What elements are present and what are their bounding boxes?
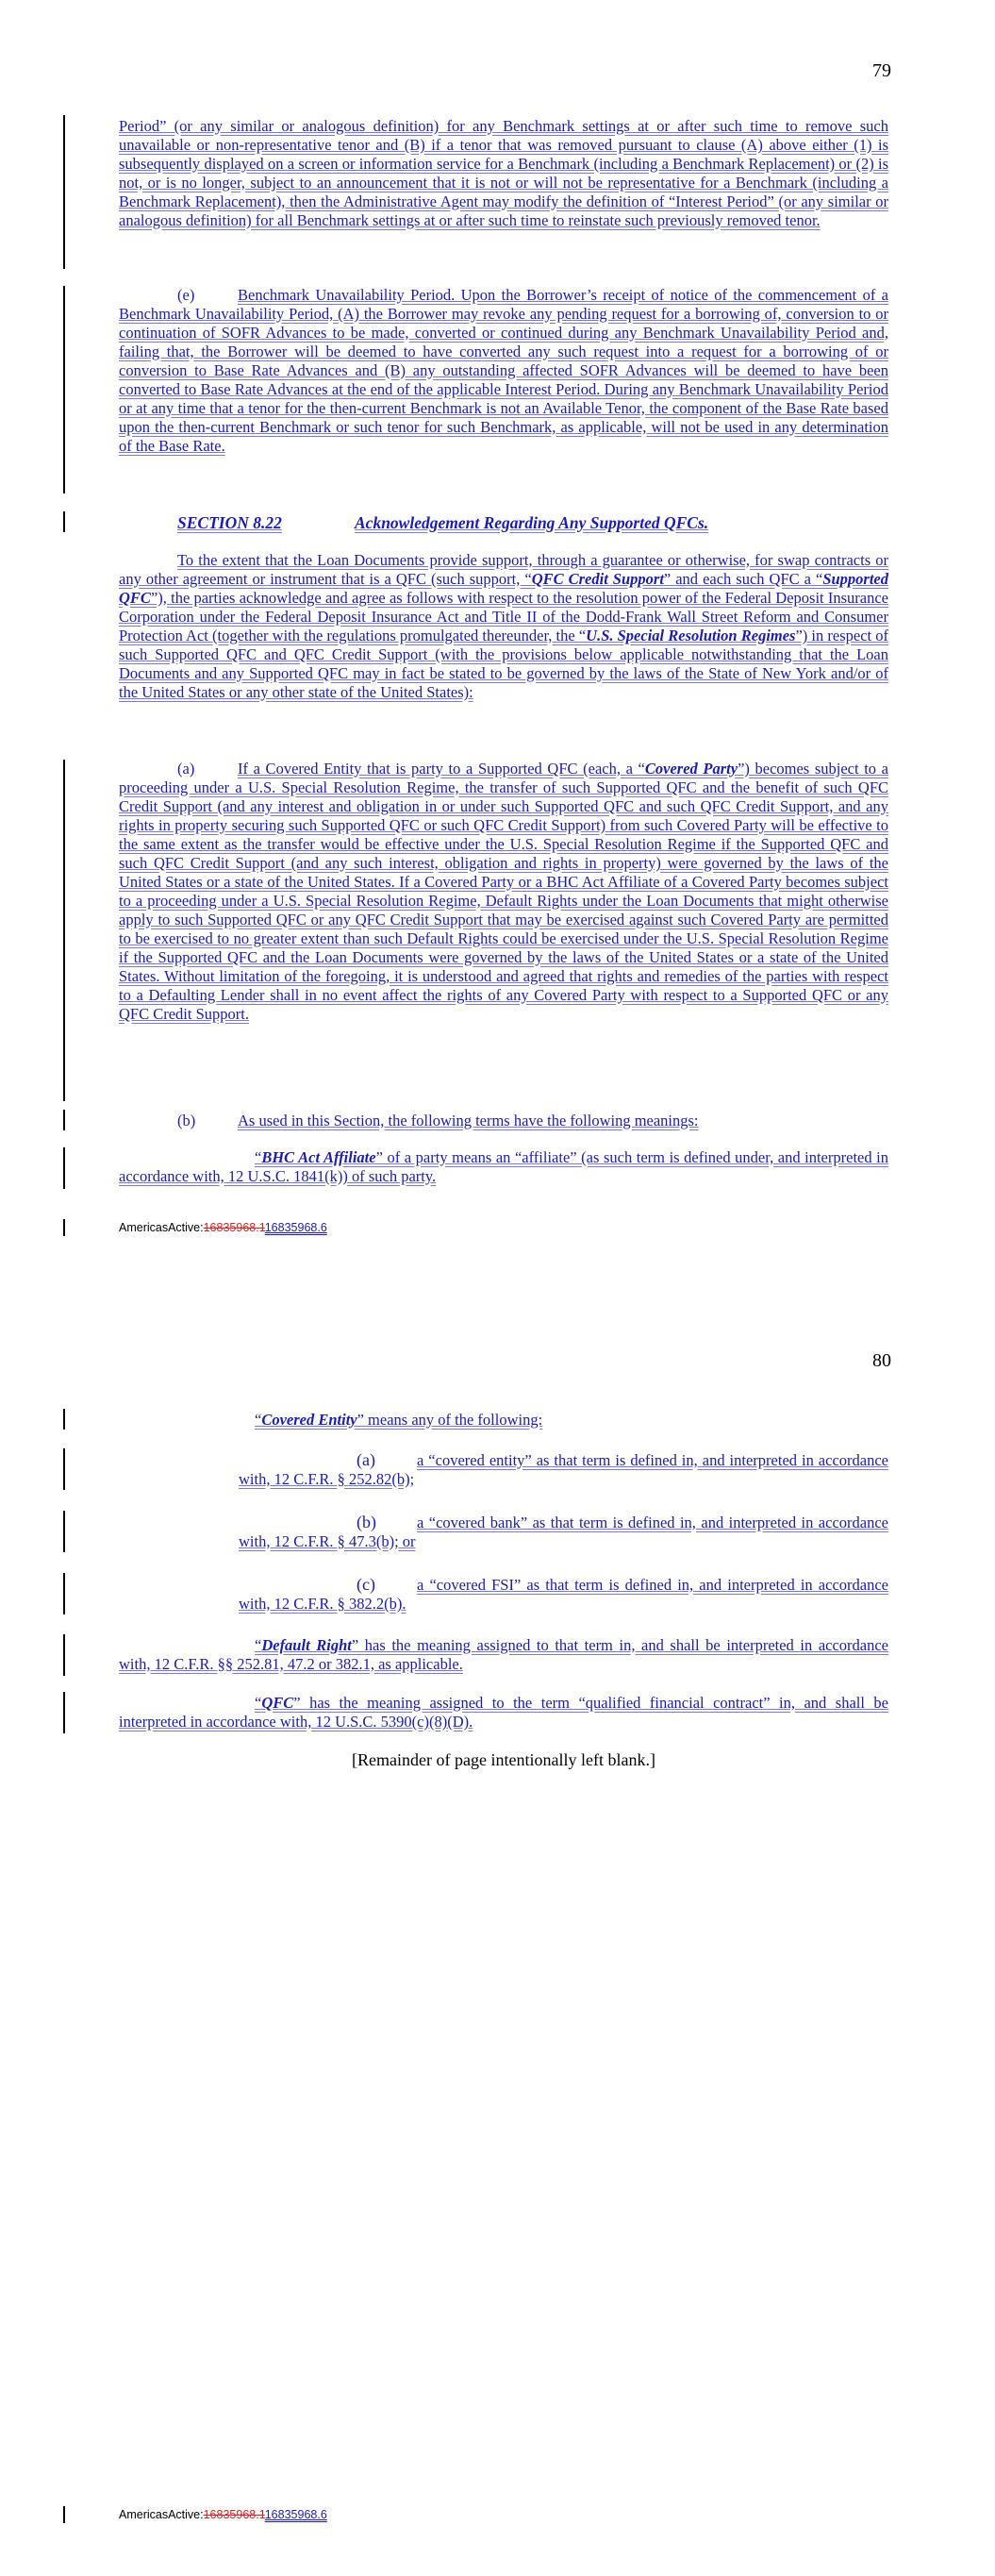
- paragraph-e: [119, 286, 888, 456]
- change-bar: [63, 1409, 65, 1430]
- covered-entity-c: (c) a “covered FSI” as that term is defined in, and interpreted in accordance with, 12 C.F.R. § 382.2(b).: [239, 1575, 888, 1613]
- change-bar: [63, 760, 65, 1101]
- term-supported-qfc: Supported QFC: [119, 570, 888, 607]
- change-bar: [63, 115, 65, 269]
- change-bar: [63, 1147, 65, 1189]
- change-bar: [63, 286, 65, 493]
- change-bar: [63, 1219, 65, 1236]
- document-footer: AmericasActive:16835968.116835968.6: [119, 2508, 327, 2521]
- section-number: SECTION 8.22: [177, 513, 282, 532]
- covered-entity-a: (a) a “covered entity” as that term is defined in, and interpreted in accordance with, 12 C.F.R. § 252.82(b);: [239, 1450, 888, 1488]
- definition-default-right: “Default Right” has the meaning assigned to that term in, and shall be interpreted in accordance with, 12 C.F.R. §§ 252.81, 47.2 or 382.1, as applicable.: [119, 1636, 888, 1673]
- paragraph-a: (a) If a Covered Entity that is party to a Supported QFC (each, a “Covered Party”) becomes subject to a proceeding under a U.S. Special Resolution Regime, the transfer of such Supported QFC and the benefit of such QFC Credit Support (and any interest and obligation in or under such Supported QFC and such QFC Credit Support, and any rights in property securing such Supported QFC or such QFC Credit Support) from such Covered Party will be effective to the same extent as the transfer would be effective under the U.S. Special Resolution Regime if the Supported QFC and such QFC Credit Support (and any such interest, obligation and rights in property) were governed by the laws of the United States or a state of the United States. If a Covered Party or a BHC Act Affiliate of a Covered Party becomes subject to a proceeding under a U.S. Special Resolution Regime, Default Rights under the Loan Documents that might otherwise apply to such Supported QFC or any QFC Credit Support that may be exercised against such Covered Party are permitted to be exercised to no greater extent than such Default Rights could be exercised under the U.S. Special Resolution Regime if the Supported QFC and the Loan Documents were governed by the laws of the United States or a state of the United States. Without limitation of the foregoing, it is understood and agreed that rights and remedies of the parties with respect to a Defaulting Lender shall in no event affect the rights of any Covered Party with respect to a Supported QFC or any QFC Credit Support.: [119, 760, 888, 1023]
- section-title: Acknowledgement Regarding Any Supported QFCs.: [355, 513, 709, 532]
- term-qfc-credit-support: QFC Credit Support: [531, 570, 664, 588]
- change-bar: [63, 1692, 65, 1733]
- term-covered-party: Covered Party: [644, 760, 738, 778]
- definition-covered-entity: “Covered Entity” means any of the following:: [255, 1411, 543, 1429]
- change-bar: [63, 1110, 65, 1130]
- paragraph-b: (b) As used in this Section, the following terms have the following meanings:: [177, 1112, 699, 1129]
- section-heading: [119, 513, 888, 533]
- para-e-label: (e): [177, 286, 195, 304]
- document-footer: AmericasActive:16835968.116835968.6: [119, 1221, 327, 1234]
- page-number: 79: [872, 60, 891, 81]
- intro-paragraph: To the extent that the Loan Documents provide support, through a guarantee or otherwise, for swap contracts or any other agreement or instrument that is a QFC (such support, “QFC Credit Support” and each such QFC a “Supported QFC”), the parties acknowledge and agree as follows with respect to the resolution power of the Federal Deposit Insurance Corporation under the Federal Deposit Insurance Act and Title II of the Dodd-Frank Wall Street Reform and Consumer Protection Act (together with the regulations promulgated thereunder, the “U.S. Special Resolution Regimes”) in respect of such Supported QFC and QFC Credit Support (with the provisions below applicable notwithstanding that the Loan Documents and any Supported QFC may in fact be stated to be governed by the laws of the State of New York and/or of the United States or any other state of the United States):: [119, 551, 888, 701]
- para-e-text: Benchmark Unavailability Period. Upon the Borrower’s receipt of notice of the commencement of a Benchmark Unavailability Period, (A) the Borrower may revoke any pending request for a borrowing of, conversion to or continuation of SOFR Advances to be made, converted or continued during any Benchmark Unavailability Period and, failing that, the Borrower will be deemed to have converted any such request into a request for a borrowing of or conversion to Base Rate Advances and (B) any outstanding affected SOFR Advances will be deemed to have been converted to Base Rate Advances at the end of the applicable Interest Period. During any Benchmark Unavailability Period or at any time that a tenor for the then-current Benchmark is not an Available Tenor, the component of the Base Rate based upon the then-current Benchmark or such tenor for such Benchmark, as applicable, will not be used in any determination of the Base Rate.: [119, 286, 888, 455]
- page-number: 80: [872, 1350, 891, 1371]
- term-us-special-resolution-regimes: U.S. Special Resolution Regimes: [586, 627, 796, 644]
- definition-bhc-act-affiliate: “BHC Act Affiliate” of a party means an “affiliate” (as such term is defined under, and interpreted in accordance with, 12 U.S.C. 1841(k)) of such party.: [119, 1148, 888, 1185]
- change-bar: [63, 511, 65, 532]
- covered-entity-b: (b) a “covered bank” as that term is defined in, and interpreted in accordance with, 12 C.F.R. § 47.3(b); or: [239, 1513, 888, 1550]
- change-bar: [63, 1448, 65, 1490]
- definition-qfc: “QFC” has the meaning assigned to the term “qualified financial contract” in, and shall be interpreted in accordance with, 12 U.S.C. 5390(c)(8)(D).: [119, 1694, 888, 1731]
- change-bar: [63, 1511, 65, 1552]
- change-bar: [63, 1634, 65, 1676]
- change-bar: [63, 2506, 65, 2523]
- page-80: [0, 1288, 995, 2576]
- paragraph-continuation: Period” (or any similar or analogous definition) for any Benchmark settings at or after such time to remove such unavailable or non-representative tenor and (B) if a tenor that was removed pursuant to clause (A) above either (1) is subsequently displayed on a screen or information service for a Benchmark (including a Benchmark Replacement) or (2) is not, or is no longer, subject to an announcement that it is not or will not be representative for a Benchmark (including a Benchmark Replacement), then the Administrative Agent may modify the definition of “Interest Period” (or any similar or analogous definition) for all Benchmark settings at or after such time to reinstate such previously removed tenor.: [119, 117, 888, 229]
- remainder-note: [Remainder of page intentionally left blank.]: [352, 1750, 655, 1769]
- change-bar: [63, 1573, 65, 1614]
